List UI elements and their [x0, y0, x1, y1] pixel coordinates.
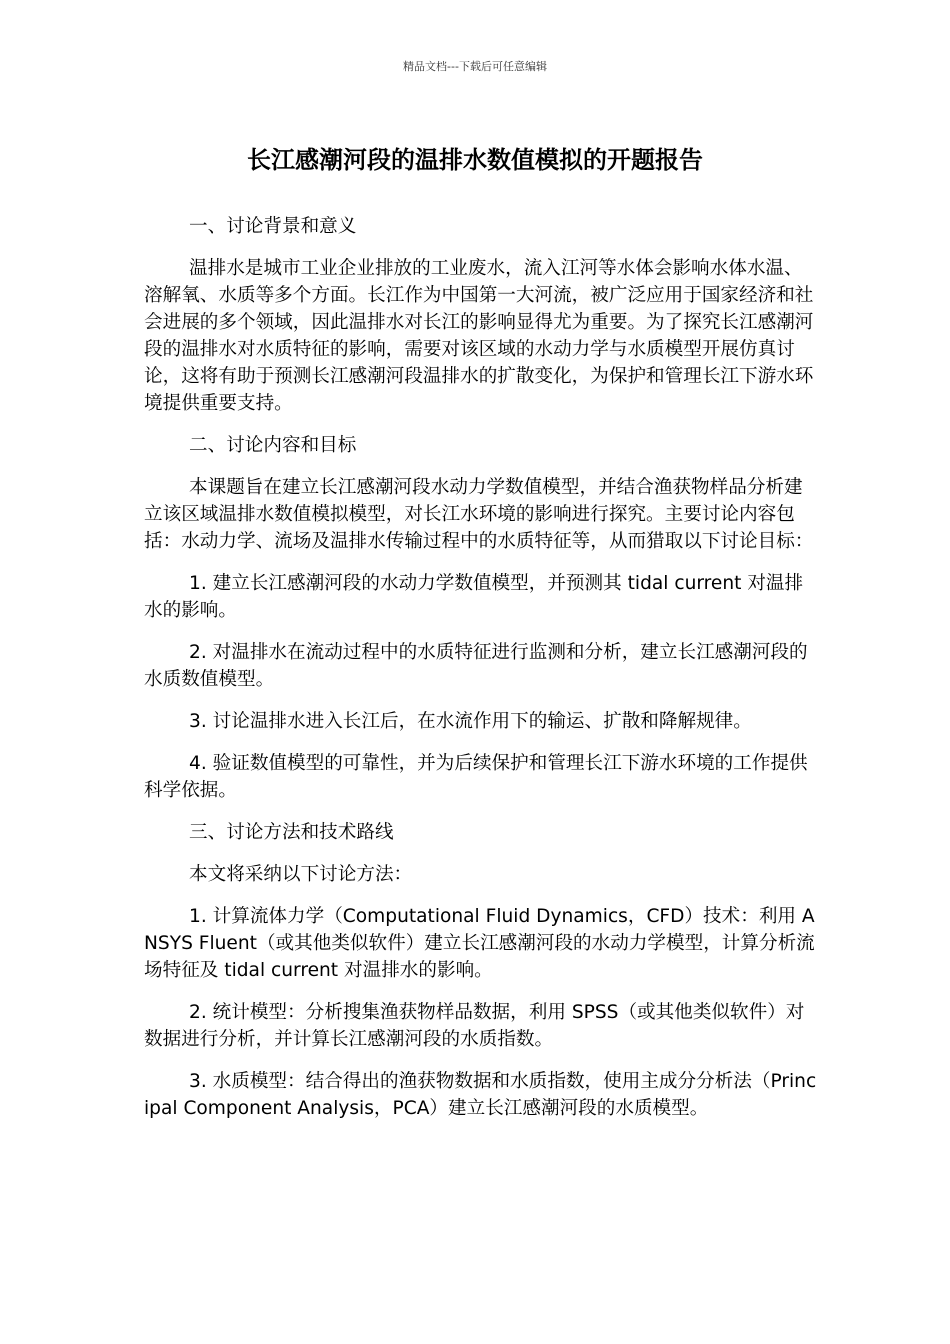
section-heading: 一、讨论背景和意义 — [189, 216, 357, 237]
list-item: 2. 统计模型：分析搜集渔获物样品数据，利用 SPSS（或其他类似软件）对数据进行分析，并计算长江感潮河段的水质指数。 — [144, 1002, 805, 1050]
paragraph: 本文将采纳以下讨论方法： — [189, 864, 413, 885]
list-item: 1. 建立长江感潮河段的水动力学数值模型，并预测其 tidal current 对温排水的影响。 — [144, 573, 804, 621]
document-body — [144, 213, 818, 1137]
paragraph: 本课题旨在建立长江感潮河段水动力学数值模型，并结合渔获物样品分析建立该区域温排水数值模拟模型，对长江水环境的影响进行探究。主要讨论内容包括：水动力学、流场及温排水传输过程中的水质特征等，从而猎取以下讨论目标： — [144, 477, 814, 552]
section-heading: 二、讨论内容和目标 — [189, 435, 357, 456]
document-title: 长江感潮河段的温排水数值模拟的开题报告 — [247, 146, 703, 174]
list-item: 2. 对温排水在流动过程中的水质特征进行监测和分析，建立长江感潮河段的水质数值模型。 — [144, 642, 808, 690]
paragraph: 温排水是城市工业企业排放的工业废水，流入江河等水体会影响水体水温、溶解氧、水质等多个方面。长江作为中国第一大河流，被广泛应用于国家经济和社会进展的多个领域，因此温排水对长江的影响显得尤为重要。为了探究长江感潮河段的温排水对水质特征的影响，需要对该区域的水动力学与水质模型开展仿真讨论，这将有助于预测长江感潮河段温排水的扩散变化，为保护和管理长江下游水环境提供重要支持。 — [144, 258, 814, 414]
list-item: 1. 计算流体力学（Computational Fluid Dynamics，CFD）技术：利用 ANSYS Fluent（或其他类似软件）建立长江感潮河段的水动力学模型，计算分析流场特征及 tidal current 对温排水的影响。 — [144, 906, 815, 981]
section-heading: 三、讨论方法和技术路线 — [189, 822, 394, 843]
header-note: 精品文档---下载后可任意编辑 — [403, 60, 547, 73]
list-item: 4. 验证数值模型的可靠性，并为后续保护和管理长江下游水环境的工作提供科学依据。 — [144, 753, 808, 801]
list-item: 3. 水质模型：结合得出的渔获物数据和水质指数，使用主成分分析法（Principal Component Analysis，PCA）建立长江感潮河段的水质模型。 — [144, 1071, 817, 1119]
list-item: 3. 讨论温排水进入长江后，在水流作用下的输运、扩散和降解规律。 — [189, 711, 752, 732]
